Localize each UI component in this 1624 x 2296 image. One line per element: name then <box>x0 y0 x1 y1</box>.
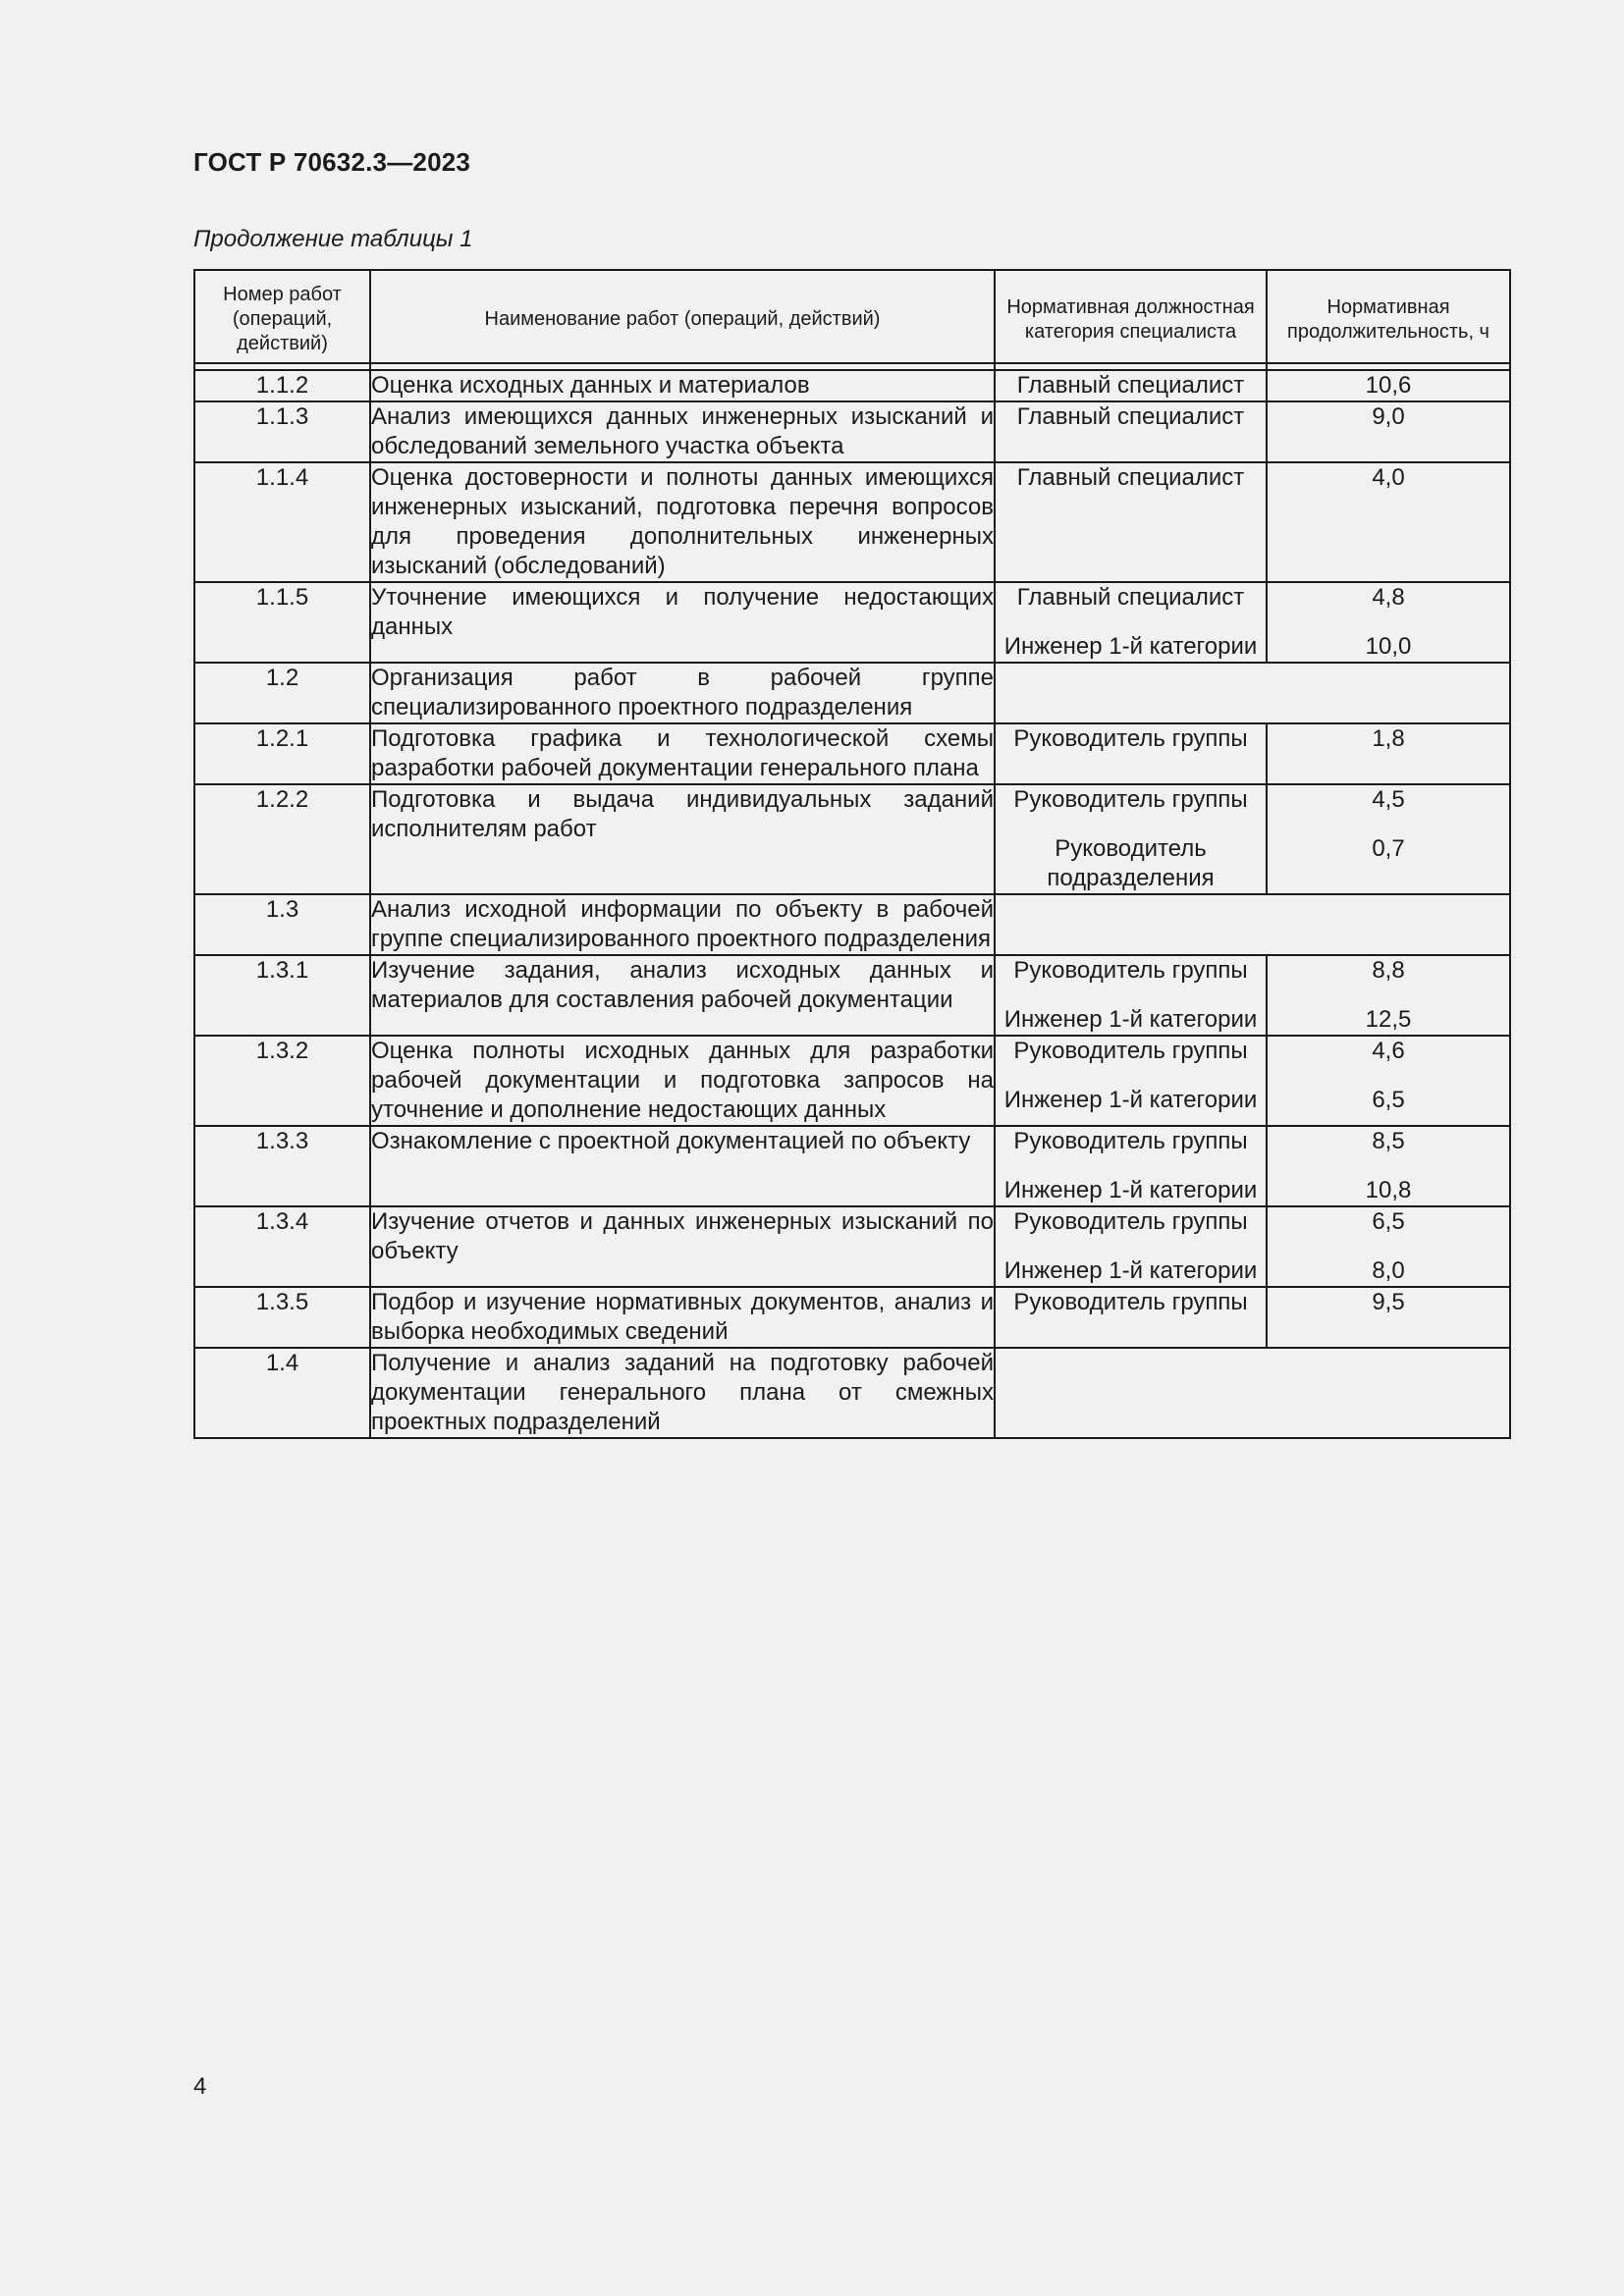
row-work-name: Подготовка графика и технологической схемы разработки рабочей документации генерального плана <box>370 723 995 784</box>
duration-entry: 6,5 <box>1372 1208 1405 1235</box>
table-row <box>194 1348 1510 1438</box>
position-entry: Инженер 1-й категории <box>1003 1177 1258 1203</box>
row-work-name: Получение и анализ заданий на подготовку рабочей документации генерального плана от смежных проектных подразделений <box>370 1348 995 1438</box>
duration-entry: 10,6 <box>1365 372 1412 399</box>
row-number: 1.3 <box>194 894 370 955</box>
table-row <box>194 784 1510 894</box>
row-empty-cell <box>995 894 1510 955</box>
table-body <box>194 363 1510 1438</box>
table-row <box>194 663 1510 723</box>
table-row <box>194 401 1510 462</box>
row-duration <box>1267 370 1510 401</box>
position-entry: Главный специалист <box>1016 372 1245 399</box>
row-empty-cell <box>995 663 1510 723</box>
table-row <box>194 955 1510 1036</box>
row-empty-cell <box>995 1348 1510 1438</box>
duration-entry: 8,5 <box>1372 1128 1405 1154</box>
row-duration <box>1267 582 1510 663</box>
position-entry: Главный специалист <box>1016 464 1245 491</box>
row-number: 1.2.2 <box>194 784 370 894</box>
row-position <box>995 1287 1267 1348</box>
row-position <box>995 401 1267 462</box>
duration-entry: 4,6 <box>1372 1038 1405 1064</box>
position-entry: Руководитель группы <box>1013 786 1248 813</box>
table-row <box>194 1287 1510 1348</box>
row-position <box>995 1126 1267 1206</box>
position-entry: Руководитель группы <box>1013 957 1248 984</box>
duration-entry: 10,0 <box>1365 633 1412 660</box>
row-work-name: Уточнение имеющихся и получение недостающих данных <box>370 582 995 663</box>
header-number: Номер работ (операций, действий) <box>194 270 370 363</box>
header-position: Нормативная должностная категория специалиста <box>995 270 1267 363</box>
row-duration <box>1267 1206 1510 1287</box>
row-number: 1.1.4 <box>194 462 370 582</box>
row-number: 1.2.1 <box>194 723 370 784</box>
row-duration <box>1267 1036 1510 1126</box>
duration-entry: 9,0 <box>1372 403 1405 430</box>
duration-entry: 6,5 <box>1372 1087 1405 1113</box>
row-number: 1.3.1 <box>194 955 370 1036</box>
duration-entry: 10,8 <box>1365 1177 1412 1203</box>
row-number: 1.2 <box>194 663 370 723</box>
row-duration <box>1267 784 1510 894</box>
position-entry: Главный специалист <box>1016 584 1245 611</box>
table-row <box>194 1126 1510 1206</box>
table-row <box>194 723 1510 784</box>
row-work-name: Изучение задания, анализ исходных данных и материалов для составления рабочей документации <box>370 955 995 1036</box>
row-duration <box>1267 1126 1510 1206</box>
row-work-name: Организация работ в рабочей группе специализированного проектного подразделения <box>370 663 995 723</box>
page-number: 4 <box>193 2073 207 2100</box>
row-work-name: Оценка исходных данных и материалов <box>370 370 995 401</box>
row-number: 1.3.5 <box>194 1287 370 1348</box>
table-row <box>194 1036 1510 1126</box>
row-work-name: Анализ имеющихся данных инженерных изысканий и обследований земельного участка объекта <box>370 401 995 462</box>
row-number: 1.1.2 <box>194 370 370 401</box>
position-entry: Инженер 1-й категории <box>1003 633 1258 660</box>
row-work-name: Подбор и изучение нормативных документов, анализ и выборка необходимых сведений <box>370 1287 995 1348</box>
row-position <box>995 370 1267 401</box>
duration-entry: 12,5 <box>1365 1006 1412 1033</box>
row-work-name: Анализ исходной информации по объекту в рабочей группе специализированного проектного подразделения <box>370 894 995 955</box>
row-position <box>995 462 1267 582</box>
table-row <box>194 370 1510 401</box>
row-position <box>995 1036 1267 1126</box>
position-entry: Инженер 1-й категории <box>1003 1006 1258 1033</box>
row-work-name: Изучение отчетов и данных инженерных изысканий по объекту <box>370 1206 995 1287</box>
position-entry: Руководитель группы <box>1013 725 1248 752</box>
row-position <box>995 1206 1267 1287</box>
row-number: 1.1.5 <box>194 582 370 663</box>
table-caption: Продолжение таблицы 1 <box>193 226 473 252</box>
row-work-name: Оценка полноты исходных данных для разработки рабочей документации и подготовка запросов на уточнение и дополнение недостающих данных <box>370 1036 995 1126</box>
duration-entry: 8,0 <box>1372 1257 1405 1284</box>
row-position <box>995 582 1267 663</box>
position-entry: Руководитель группы <box>1013 1128 1248 1154</box>
header-separator <box>194 363 1510 370</box>
row-work-name: Ознакомление с проектной документацией по объекту <box>370 1126 995 1206</box>
row-duration <box>1267 955 1510 1036</box>
position-entry: Руководитель группы <box>1013 1289 1248 1315</box>
duration-entry: 4,0 <box>1372 464 1405 491</box>
header-name: Наименование работ (операций, действий) <box>370 270 995 363</box>
row-work-name: Оценка достоверности и полноты данных имеющихся инженерных изысканий, подготовка перечня вопросов для проведения дополнительных инженерных изысканий (обследований) <box>370 462 995 582</box>
row-duration <box>1267 1287 1510 1348</box>
duration-entry: 1,8 <box>1372 725 1405 752</box>
row-work-name: Подготовка и выдача индивидуальных заданий исполнителям работ <box>370 784 995 894</box>
duration-entry: 0,7 <box>1372 835 1405 862</box>
duration-entry: 9,5 <box>1372 1289 1405 1315</box>
duration-entry: 8,8 <box>1372 957 1405 984</box>
row-number: 1.4 <box>194 1348 370 1438</box>
position-entry: Главный специалист <box>1016 403 1245 430</box>
position-entry: Руководитель подразделения <box>1047 835 1215 891</box>
row-duration <box>1267 462 1510 582</box>
row-number: 1.3.2 <box>194 1036 370 1126</box>
table-row <box>194 462 1510 582</box>
row-number: 1.3.4 <box>194 1206 370 1287</box>
table-row <box>194 894 1510 955</box>
duration-entry: 4,5 <box>1372 786 1405 813</box>
row-position <box>995 955 1267 1036</box>
header-duration: Нормативная продолжительность, ч <box>1267 270 1510 363</box>
row-duration <box>1267 723 1510 784</box>
table-header-row <box>194 270 1510 363</box>
position-entry: Руководитель группы <box>1013 1038 1248 1064</box>
document-code: ГОСТ Р 70632.3—2023 <box>193 147 471 177</box>
position-entry: Инженер 1-й категории <box>1003 1087 1258 1113</box>
position-entry: Руководитель группы <box>1013 1208 1248 1235</box>
work-norms-table <box>193 269 1511 1439</box>
row-number: 1.1.3 <box>194 401 370 462</box>
duration-entry: 4,8 <box>1372 584 1405 611</box>
position-entry: Инженер 1-й категории <box>1003 1257 1258 1284</box>
row-number: 1.3.3 <box>194 1126 370 1206</box>
row-duration <box>1267 401 1510 462</box>
row-position <box>995 784 1267 894</box>
table-row <box>194 1206 1510 1287</box>
table-row <box>194 582 1510 663</box>
row-position <box>995 723 1267 784</box>
